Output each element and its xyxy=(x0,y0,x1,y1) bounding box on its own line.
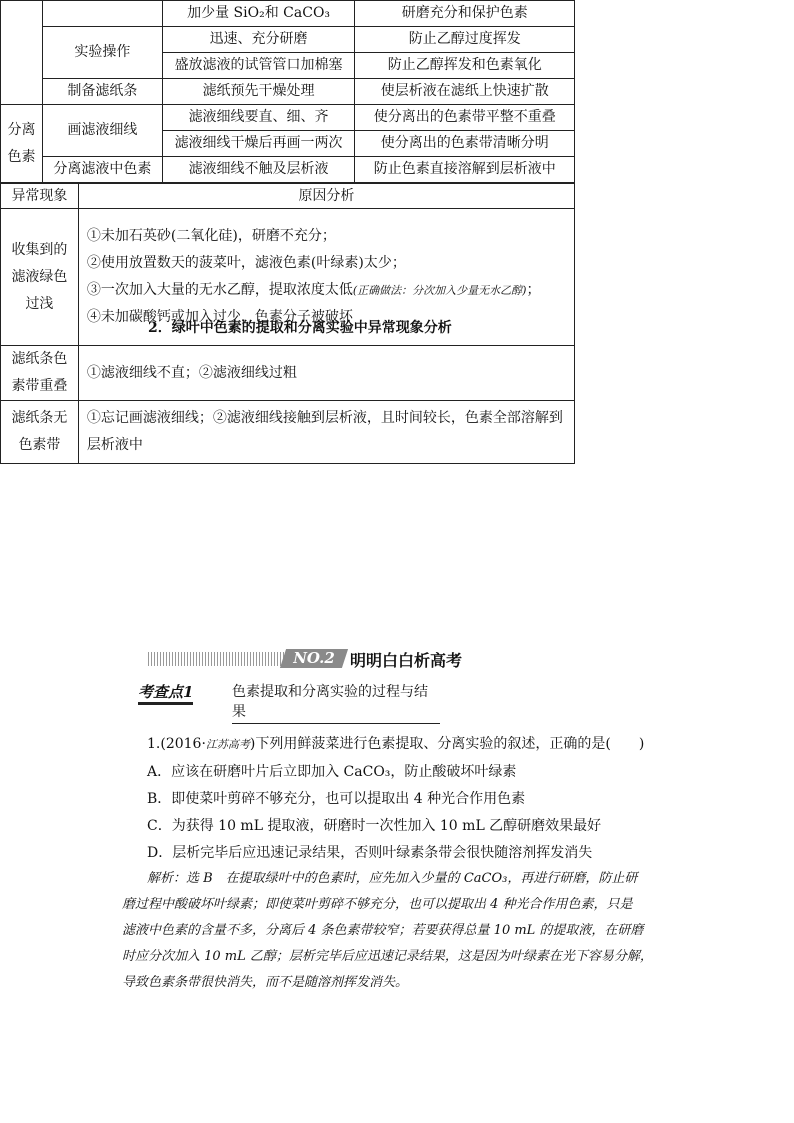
table-row xyxy=(1,27,575,53)
table-header-row xyxy=(1,184,575,209)
table-cell: 滤液细线干燥后再画一两次 xyxy=(162,131,355,157)
table-cell xyxy=(42,1,162,27)
column-header: 原因分析 xyxy=(78,184,574,209)
table-row xyxy=(1,401,575,464)
table-row xyxy=(1,79,575,105)
table-cell: 滤液细线不触及层析液 xyxy=(162,157,355,183)
table-cell: 防止乙醇过度挥发 xyxy=(355,27,575,53)
analysis-block xyxy=(122,866,687,996)
table-row xyxy=(1,157,575,183)
analysis-line: 磨过程中酸破坏叶绿素；即使菜叶剪碎不够充分，也可以提取出 4 种光合作用色素，只是 xyxy=(122,897,633,912)
option-c: C．为获得 10 mL 提取液，研磨时一次性加入 10 mL 乙醇研磨效果最好 xyxy=(147,818,602,834)
table-cell: 滤液细线要直、细、齐 xyxy=(162,105,355,131)
table-cell: 使分离出的色素带清晰分明 xyxy=(355,131,575,157)
kaodian-title: 色素提取和分离实验的过程与结果 xyxy=(232,681,440,724)
analysis-line: 导致色素条带很快消失，而不是随溶剂挥发消失。 xyxy=(122,975,409,990)
option-d: D．层析完毕后应迅速记录结果，否则叶绿素条带会很快随溶剂挥发消失 xyxy=(147,845,593,861)
phenomenon-cell: 滤纸条色素带重叠 xyxy=(1,346,79,401)
table-cell: 研磨充分和保护色素 xyxy=(355,1,575,27)
sub-label: 分离滤液中色素 xyxy=(42,157,162,183)
group-label: 分离色素 xyxy=(1,105,43,183)
cause-cell: ①忘记画滤液细线；②滤液细线接触到层析液，且时间较长，色素全部溶解到层析液中 xyxy=(78,401,574,464)
correction-note: (正确做法：分次加入少量无水乙醇) xyxy=(352,284,527,297)
table-cell xyxy=(1,1,43,105)
table-cell: 使分离出的色素带平整不重叠 xyxy=(355,105,575,131)
table-row xyxy=(1,346,575,401)
phenomenon-cell: 收集到的滤液绿色过浅 xyxy=(1,209,79,346)
kaodian-label: 考查点1 xyxy=(138,681,193,702)
table-cell: 防止乙醇挥发和色素氧化 xyxy=(355,53,575,79)
cause-line: ③一次加入大量的无水乙醇，提取浓度太低(正确做法：分次加入少量无水乙醇)； xyxy=(86,282,541,298)
cause-line: ①未加石英砂(二氧化硅)，研磨不充分； xyxy=(86,228,336,244)
table-row xyxy=(1,1,575,27)
banner-badge: NO.2 xyxy=(280,649,348,668)
table-cell: 盛放滤液的试管管口加棉塞 xyxy=(162,53,355,79)
analysis-line: 滤液中色素的含量不多，分离后 4 条色素带较窄；若要获得总量 10 mL 的提取液，在研磨 xyxy=(122,923,644,938)
sub-label: 制备滤纸条 xyxy=(42,79,162,105)
cause-line: ②使用放置数天的菠菜叶，滤液色素(叶绿素)太少； xyxy=(86,255,406,271)
column-header: 异常现象 xyxy=(1,184,79,209)
analysis-line: 时应分次加入 10 mL 乙醇；层析完毕后应迅速记录结果，这是因为叶绿素在光下容易分解， xyxy=(122,949,653,964)
group-label: 实验操作 xyxy=(42,27,162,79)
table-cell: 防止色素直接溶解到层析液中 xyxy=(355,157,575,183)
cause-cell: ①滤液细线不直；②滤液细线过粗 xyxy=(78,346,574,401)
analysis-line: 解析：选 B 在提取绿叶中的色素时，应先加入少量的 CaCO₃，再进行研磨，防止研 xyxy=(147,871,638,886)
table-experiment-steps xyxy=(0,0,575,183)
question-stem: 1.(2016·江苏高考)下列用鲜菠菜进行色素提取、分离实验的叙述，正确的是( ) xyxy=(147,736,645,752)
table-row xyxy=(1,105,575,131)
table-cell: 加少量 SiO₂和 CaCO₃ xyxy=(162,1,355,27)
table-cell: 滤纸预先干燥处理 xyxy=(162,79,355,105)
table-cell: 迅速、充分研磨 xyxy=(162,27,355,53)
option-a: A．应该在研磨叶片后立即加入 CaCO₃，防止酸破坏叶绿素 xyxy=(147,764,517,780)
banner-decor xyxy=(148,652,288,666)
banner-title: 明明白白析高考 xyxy=(350,651,463,670)
section-title: 2．绿叶中色素的提取和分离实验中异常现象分析 xyxy=(148,320,452,336)
phenomenon-cell: 滤纸条无色素带 xyxy=(1,401,79,464)
table-cell: 使层析液在滤纸上快速扩散 xyxy=(355,79,575,105)
option-b: B．即使菜叶剪碎不够充分，也可以提取出 4 种光合作用色素 xyxy=(147,791,526,807)
cause-line: ④未加碳酸钙或加入过少，色素分子被破坏 xyxy=(86,309,353,325)
sub-label: 画滤液细线 xyxy=(42,105,162,157)
